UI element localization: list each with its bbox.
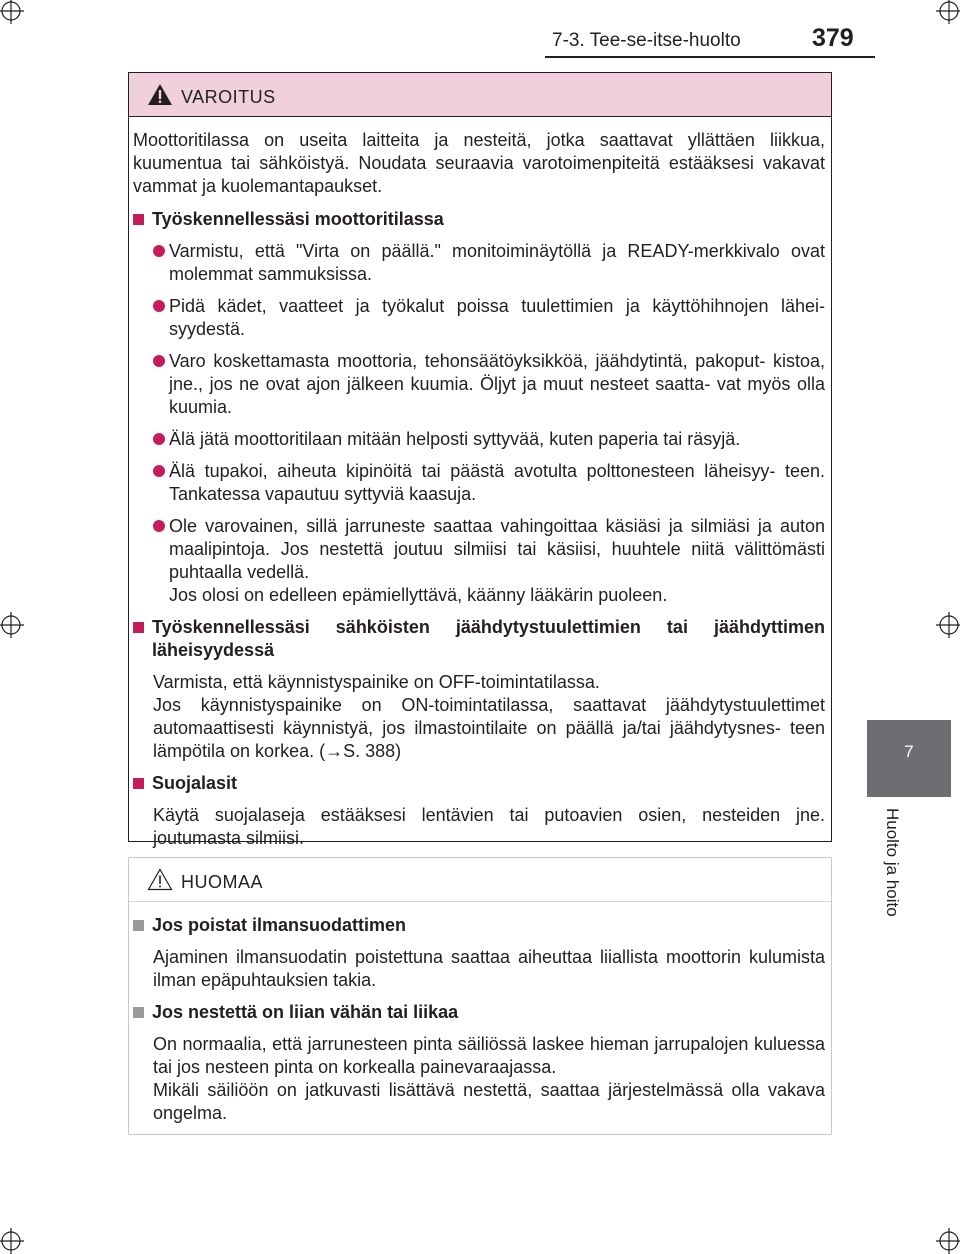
notice-body <box>129 902 831 1125</box>
warning-subheading: Suojalasit <box>133 772 825 795</box>
square-bullet-icon <box>133 920 144 931</box>
list-item: Älä tupakoi, aiheuta kipinöitä tai päästä avotulta polttonesteen läheisyy- teen. Tankatessa vapautuu syttyviä kaasuja. <box>153 460 825 506</box>
chapter-tab <box>867 720 951 797</box>
bullet-dot-icon <box>153 245 165 257</box>
notice-subheading: Jos nestettä on liian vähän tai liikaa <box>133 1001 825 1024</box>
list-item: Älä jätä moottoritilaan mitään helposti syttyvää, kuten paperia tai räsyjä. <box>153 428 825 451</box>
header-rule <box>545 56 875 58</box>
warning-box <box>128 72 832 848</box>
warning-subheading: Työskennellessäsi moottoritilassa <box>133 208 825 231</box>
crop-mark-mid-left <box>0 612 24 638</box>
crop-mark-bottom-right <box>936 1228 960 1254</box>
bullet-dot-icon <box>153 520 165 532</box>
paragraph: Varmista, että käynnistyspainike on OFF-toimintatilassa. Jos käynnistyspainike on ON-toimintatilassa, saattavat jäähdytystuulettimet automaattisesti käynnistyä, jos ilmastointilaite on päällä ja/tai jäähdytysnes- teen lämpötila on korkea. (→S. 388) <box>153 672 825 761</box>
paragraph: Käytä suojalaseja estääksesi lentävien tai putoavien osien, nesteiden jne. joutumasta silmiisi. <box>153 805 825 848</box>
notice-subheading: Jos poistat ilmansuodattimen <box>133 914 825 937</box>
warning-triangle-icon <box>147 83 173 106</box>
notice-triangle-icon <box>147 868 173 891</box>
bullet-dot-icon <box>153 355 165 367</box>
list-item <box>153 515 825 607</box>
notice-box <box>128 857 832 1135</box>
crop-mark-top-left <box>0 0 24 24</box>
warning-intro: Moottoritilassa on useita laitteita ja nesteitä, jotka saattavat yllättäen liikkua, kuumentua tai sähköistyä. Noudata seuraavia varotoimenpiteitä estääksesi vakavat vammat ja kuolemantapaukset. <box>133 130 825 196</box>
chapter-label <box>880 808 910 928</box>
warning-title: VAROITUS <box>181 87 276 107</box>
bullet-dot-icon <box>153 465 165 477</box>
chapter-number: 7 <box>904 742 914 761</box>
notice-title: HUOMAA <box>181 872 264 892</box>
notice-header <box>129 858 831 902</box>
square-bullet-icon <box>133 622 144 633</box>
crop-mark-bottom-left <box>0 1228 24 1254</box>
chapter-label-text: Huolto ja hoito <box>883 808 902 917</box>
bullet-dot-icon <box>153 433 165 445</box>
warning-body <box>129 117 831 850</box>
list-item-text: Ole varovainen, sillä jarruneste saattaa vahingoittaa käsiäsi ja silmiäsi ja auton maalipintoja. Jos nestettä joutuu silmiisi tai käsiisi, huuhtele niitä välittömästi puhtaalla vedellä. <box>169 516 825 582</box>
list-item: Varo koskettamasta moottoria, tehonsäätöyksikköä, jäähdytintä, pakoput- kistoa, jne., jos ne ovat ajon jälkeen kuumia. Öljyt ja muut nesteet saatta- vat myös olla kuumia. <box>153 350 825 419</box>
square-bullet-icon <box>133 778 144 789</box>
crop-mark-top-right <box>936 0 960 24</box>
warning-subheading: Työskennellessäsi sähköisten jäähdytystuulettimien tai jäähdyttimen läheisyydessä <box>133 616 825 662</box>
page-number: 379 <box>812 24 854 52</box>
bullet-dot-icon <box>153 300 165 312</box>
crop-mark-mid-right <box>936 612 960 638</box>
square-bullet-icon <box>133 214 144 225</box>
list-item: Varmistu, että "Virta on päällä." monitoiminäytöllä ja READY-merkkivalo ovat molemmat sammuksissa. <box>153 240 825 286</box>
list-item-text: Jos olosi on edelleen epämiellyttävä, käänny lääkärin puoleen. <box>169 585 668 605</box>
paragraph: Ajaminen ilmansuodatin poistettuna saattaa aiheuttaa liiallista moottorin kulumista ilman epäpuhtauksien takia. <box>153 947 825 990</box>
list-item: Pidä kädet, vaatteet ja työkalut poissa tuulettimien ja käyttöhihnojen lähei- syydestä. <box>153 295 825 341</box>
warning-header <box>129 73 831 117</box>
section-heading: 7-3. Tee-se-itse-huolto <box>552 30 741 51</box>
square-bullet-icon <box>133 1007 144 1018</box>
paragraph: On normaalia, että jarrunesteen pinta säiliössä laskee hieman jarrupalojen kuluessa tai jos nesteen pinta on korkealla painevaraajassa. Mikäli säiliöön on jatkuvasti lisättävä nestettä, saattaa järjestelmässä olla vakava ongelma. <box>153 1034 825 1123</box>
